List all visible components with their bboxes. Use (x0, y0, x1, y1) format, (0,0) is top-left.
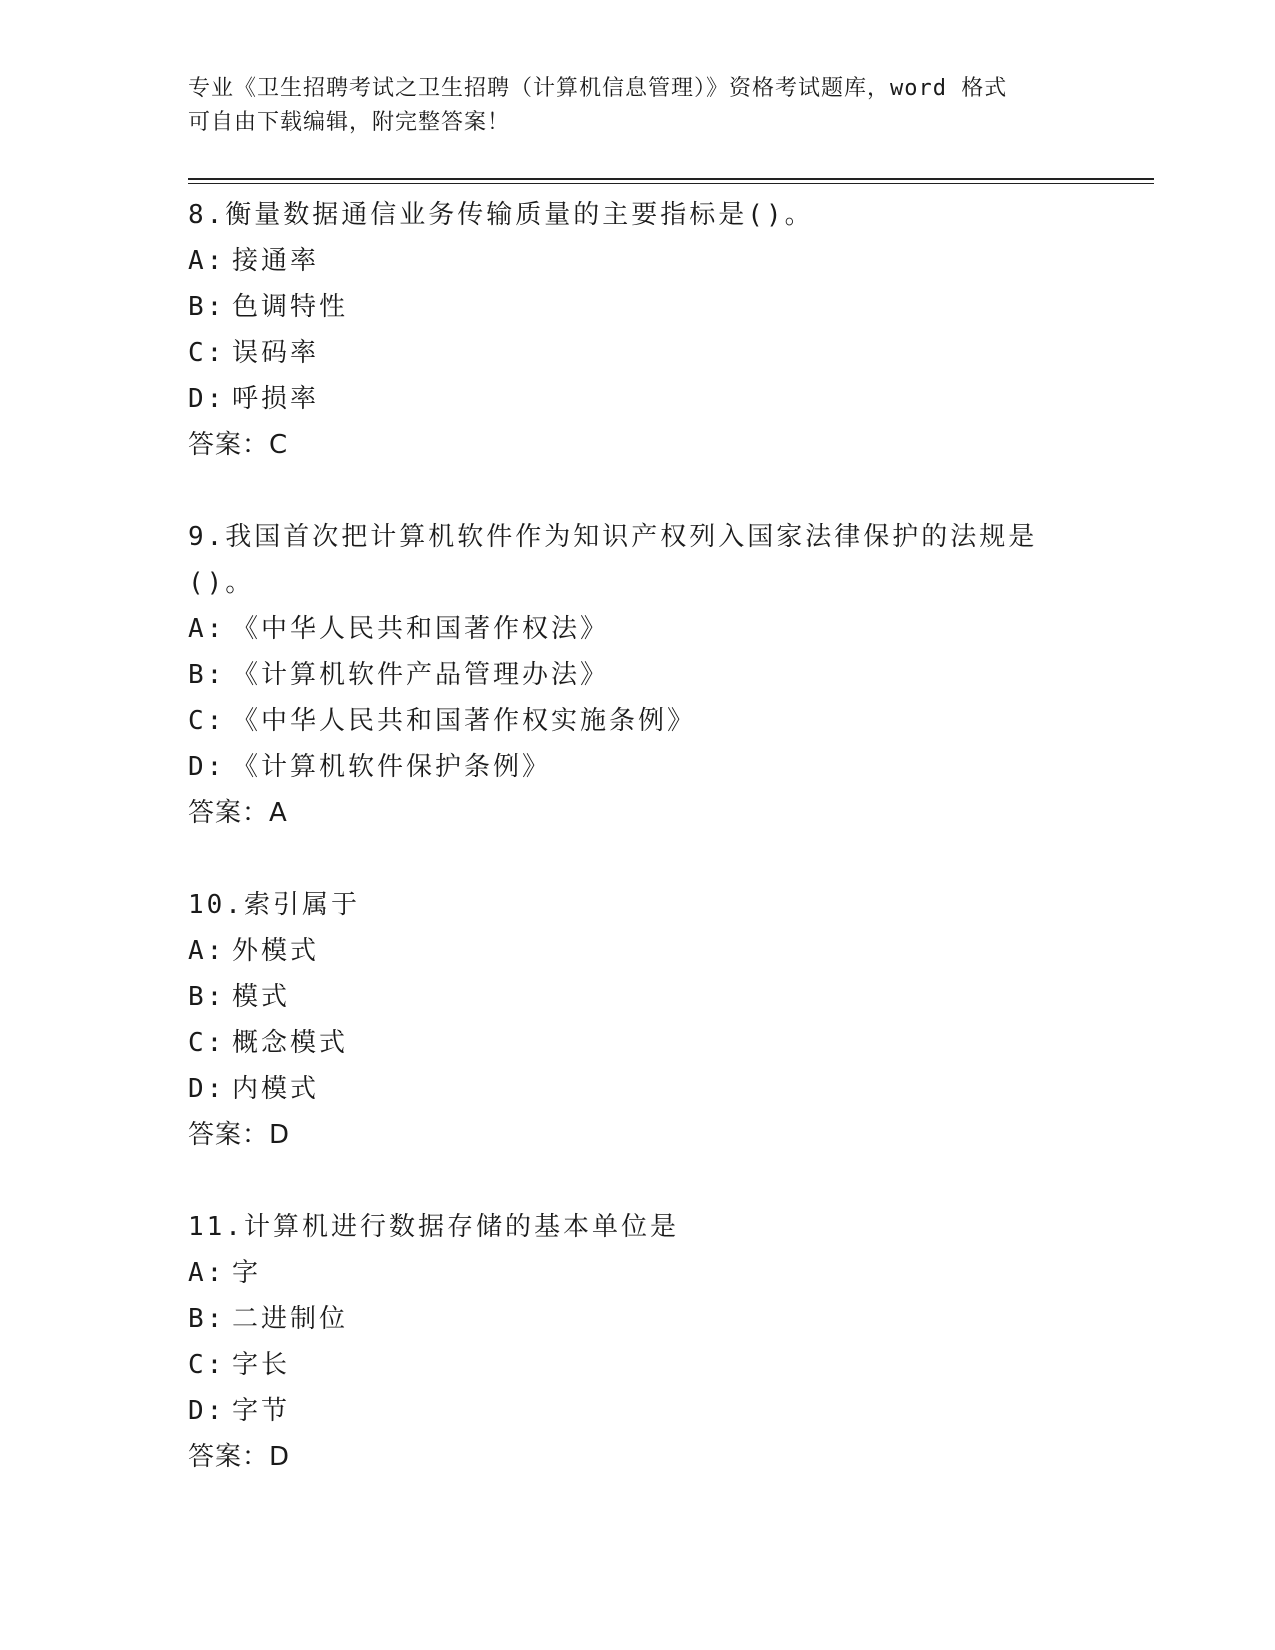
option-text: 色调特性 (232, 292, 349, 322)
option-text: 内模式 (232, 1074, 320, 1104)
option-key: D: (188, 1074, 226, 1104)
option-text: 字节 (232, 1396, 291, 1426)
option-text: 呼损率 (232, 384, 320, 414)
option-key: D: (188, 1396, 226, 1426)
option-text: 概念模式 (232, 1028, 349, 1058)
option-key: A: (188, 246, 226, 276)
option-text: 接通率 (232, 246, 320, 276)
option-a (188, 606, 1088, 652)
option-text: 外模式 (232, 936, 320, 966)
option-a (188, 1250, 1088, 1296)
option-text: 二进制位 (232, 1304, 349, 1334)
document-header (188, 72, 1088, 140)
option-text: 《计算机软件产品管理办法》 (232, 660, 610, 690)
option-text: 字长 (232, 1350, 291, 1380)
option-a (188, 238, 1088, 284)
question-text: 9.我国首次把计算机软件作为知识产权列入国家法律保护的法规是()。 (188, 522, 1038, 598)
option-text: 《中华人民共和国著作权法》 (232, 614, 610, 644)
option-key: D: (188, 752, 226, 782)
question-8 (188, 192, 1088, 468)
option-key: D: (188, 384, 226, 414)
option-d (188, 744, 1088, 790)
option-d (188, 1388, 1088, 1434)
option-text: 模式 (232, 982, 291, 1012)
question-9 (188, 514, 1088, 836)
option-key: B: (188, 660, 226, 690)
answer-line: 答案：D (188, 1120, 291, 1150)
option-c (188, 1342, 1088, 1388)
question-11 (188, 1204, 1088, 1480)
option-key: C: (188, 338, 226, 368)
option-d (188, 1066, 1088, 1112)
answer-line: 答案：C (188, 430, 289, 460)
option-b (188, 1296, 1088, 1342)
option-key: A: (188, 614, 226, 644)
option-text: 误码率 (232, 338, 320, 368)
question-10 (188, 882, 1088, 1158)
option-text: 《计算机软件保护条例》 (232, 752, 552, 782)
option-b (188, 284, 1088, 330)
option-key: A: (188, 1258, 226, 1288)
option-key: A: (188, 936, 226, 966)
question-text: 10.索引属于 (188, 890, 360, 920)
option-key: B: (188, 982, 226, 1012)
option-d (188, 376, 1088, 422)
option-key: B: (188, 1304, 226, 1334)
header-divider (188, 178, 1154, 184)
header-line-1: 专业《卫生招聘考试之卫生招聘（计算机信息管理）》资格考试题库，word 格式 (188, 76, 1008, 101)
option-key: C: (188, 1350, 226, 1380)
option-key: C: (188, 706, 226, 736)
header-line-2: 可自由下载编辑，附完整答案！ (188, 110, 511, 135)
option-c (188, 1020, 1088, 1066)
option-a (188, 928, 1088, 974)
option-text: 《中华人民共和国著作权实施条例》 (232, 706, 697, 736)
answer-line: 答案：A (188, 798, 288, 828)
question-text: 8.衡量数据通信业务传输质量的主要指标是()。 (188, 200, 814, 230)
option-key: B: (188, 292, 226, 322)
option-b (188, 974, 1088, 1020)
option-key: C: (188, 1028, 226, 1058)
option-text: 字 (232, 1258, 262, 1288)
question-text: 11.计算机进行数据存储的基本单位是 (188, 1212, 679, 1242)
option-b (188, 652, 1088, 698)
question-list (188, 192, 1088, 1526)
option-c (188, 330, 1088, 376)
option-c (188, 698, 1088, 744)
answer-line: 答案：D (188, 1442, 291, 1472)
